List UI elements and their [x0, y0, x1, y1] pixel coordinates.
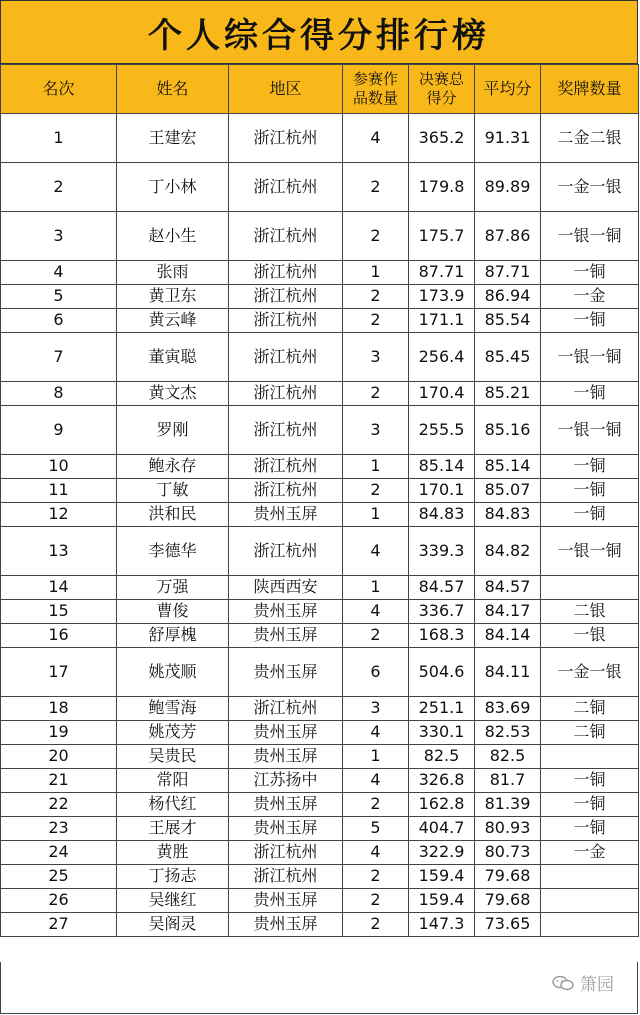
- count-cell: 4: [343, 527, 409, 576]
- total-cell: 87.71: [409, 261, 475, 285]
- table-row: [1, 769, 639, 793]
- count-cell: 2: [343, 163, 409, 212]
- table-row: [1, 527, 639, 576]
- table-row: [1, 865, 639, 889]
- avg-cell: 82.53: [475, 721, 541, 745]
- rank-cell: 3: [1, 212, 117, 261]
- region-cell: 贵州玉屏: [229, 648, 343, 697]
- region-cell: 贵州玉屏: [229, 503, 343, 527]
- total-cell: 170.1: [409, 479, 475, 503]
- count-cell: 1: [343, 503, 409, 527]
- table-row: [1, 817, 639, 841]
- avg-cell: 84.17: [475, 600, 541, 624]
- rank-cell: 8: [1, 382, 117, 406]
- header-count: 参赛作 品数量: [343, 65, 409, 114]
- medals-cell: 一铜: [541, 793, 639, 817]
- total-cell: 159.4: [409, 865, 475, 889]
- total-cell: 171.1: [409, 309, 475, 333]
- table-row: [1, 479, 639, 503]
- region-cell: 浙江杭州: [229, 212, 343, 261]
- total-cell: 251.1: [409, 697, 475, 721]
- medals-cell: 一金一银: [541, 163, 639, 212]
- table-row: [1, 382, 639, 406]
- table-row: [1, 600, 639, 624]
- count-cell: 2: [343, 793, 409, 817]
- total-cell: 179.8: [409, 163, 475, 212]
- rank-cell: 15: [1, 600, 117, 624]
- name-cell: 鲍永存: [117, 455, 229, 479]
- count-cell: 1: [343, 576, 409, 600]
- table-row: [1, 648, 639, 697]
- medals-cell: 二铜: [541, 721, 639, 745]
- count-cell: 3: [343, 406, 409, 455]
- name-cell: 吴贵民: [117, 745, 229, 769]
- rank-cell: 20: [1, 745, 117, 769]
- region-cell: 浙江杭州: [229, 865, 343, 889]
- rank-cell: 2: [1, 163, 117, 212]
- header-region: 地区: [229, 65, 343, 114]
- name-cell: 罗刚: [117, 406, 229, 455]
- rank-cell: 9: [1, 406, 117, 455]
- table-row: [1, 114, 639, 163]
- rank-cell: 22: [1, 793, 117, 817]
- region-cell: 浙江杭州: [229, 382, 343, 406]
- avg-cell: 73.65: [475, 913, 541, 937]
- region-cell: 贵州玉屏: [229, 624, 343, 648]
- count-cell: 2: [343, 382, 409, 406]
- medals-cell: 一银一铜: [541, 527, 639, 576]
- rank-cell: 27: [1, 913, 117, 937]
- name-cell: 董寅聪: [117, 333, 229, 382]
- count-cell: 2: [343, 212, 409, 261]
- count-cell: 4: [343, 841, 409, 865]
- name-cell: 黄胜: [117, 841, 229, 865]
- table-row: [1, 624, 639, 648]
- medals-cell: [541, 865, 639, 889]
- table-row: [1, 841, 639, 865]
- medals-cell: [541, 889, 639, 913]
- medals-cell: 一金一银: [541, 648, 639, 697]
- avg-cell: 87.86: [475, 212, 541, 261]
- total-cell: 255.5: [409, 406, 475, 455]
- avg-cell: 81.7: [475, 769, 541, 793]
- medals-cell: 一铜: [541, 769, 639, 793]
- name-cell: 王展才: [117, 817, 229, 841]
- medals-cell: 二银: [541, 600, 639, 624]
- count-cell: 4: [343, 769, 409, 793]
- table-header-row: [1, 65, 639, 114]
- page-title: 个人综合得分排行榜: [0, 0, 638, 64]
- name-cell: 赵小生: [117, 212, 229, 261]
- count-cell: 1: [343, 455, 409, 479]
- total-cell: 365.2: [409, 114, 475, 163]
- rank-cell: 10: [1, 455, 117, 479]
- count-cell: 3: [343, 333, 409, 382]
- avg-cell: 85.16: [475, 406, 541, 455]
- region-cell: 浙江杭州: [229, 163, 343, 212]
- total-cell: 175.7: [409, 212, 475, 261]
- header-medals: 奖牌数量: [541, 65, 639, 114]
- region-cell: 贵州玉屏: [229, 817, 343, 841]
- region-cell: 浙江杭州: [229, 261, 343, 285]
- region-cell: 贵州玉屏: [229, 721, 343, 745]
- header-avg: 平均分: [475, 65, 541, 114]
- count-cell: 2: [343, 285, 409, 309]
- name-cell: 黄文杰: [117, 382, 229, 406]
- table-row: [1, 793, 639, 817]
- rank-cell: 12: [1, 503, 117, 527]
- count-cell: 4: [343, 114, 409, 163]
- count-cell: 2: [343, 479, 409, 503]
- medals-cell: 一银一铜: [541, 333, 639, 382]
- header-total: 决赛总 得分: [409, 65, 475, 114]
- name-cell: 王建宏: [117, 114, 229, 163]
- rank-cell: 13: [1, 527, 117, 576]
- medals-cell: 一铜: [541, 817, 639, 841]
- total-cell: 504.6: [409, 648, 475, 697]
- region-cell: 浙江杭州: [229, 479, 343, 503]
- table-row: [1, 212, 639, 261]
- region-cell: 浙江杭州: [229, 527, 343, 576]
- region-cell: 浙江杭州: [229, 455, 343, 479]
- name-cell: 丁扬志: [117, 865, 229, 889]
- name-cell: 常阳: [117, 769, 229, 793]
- medals-cell: 一银一铜: [541, 406, 639, 455]
- avg-cell: 82.5: [475, 745, 541, 769]
- avg-cell: 84.11: [475, 648, 541, 697]
- table-row: [1, 745, 639, 769]
- region-cell: 浙江杭州: [229, 697, 343, 721]
- rank-cell: 7: [1, 333, 117, 382]
- total-cell: 326.8: [409, 769, 475, 793]
- count-cell: 4: [343, 721, 409, 745]
- count-cell: 2: [343, 624, 409, 648]
- avg-cell: 79.68: [475, 865, 541, 889]
- name-cell: 黄云峰: [117, 309, 229, 333]
- region-cell: 浙江杭州: [229, 841, 343, 865]
- name-cell: 李德华: [117, 527, 229, 576]
- avg-cell: 85.14: [475, 455, 541, 479]
- count-cell: 2: [343, 913, 409, 937]
- avg-cell: 80.93: [475, 817, 541, 841]
- medals-cell: 一银: [541, 624, 639, 648]
- header-rank: 名次: [1, 65, 117, 114]
- table-row: [1, 697, 639, 721]
- avg-cell: 84.57: [475, 576, 541, 600]
- total-cell: 162.8: [409, 793, 475, 817]
- rank-cell: 6: [1, 309, 117, 333]
- medals-cell: 一铜: [541, 503, 639, 527]
- rank-cell: 18: [1, 697, 117, 721]
- region-cell: 陕西西安: [229, 576, 343, 600]
- rank-cell: 26: [1, 889, 117, 913]
- region-cell: 浙江杭州: [229, 114, 343, 163]
- table-row: [1, 285, 639, 309]
- total-cell: 173.9: [409, 285, 475, 309]
- total-cell: 336.7: [409, 600, 475, 624]
- medals-cell: 二金二银: [541, 114, 639, 163]
- region-cell: 江苏扬中: [229, 769, 343, 793]
- wechat-icon: [552, 975, 574, 991]
- avg-cell: 84.83: [475, 503, 541, 527]
- avg-cell: 83.69: [475, 697, 541, 721]
- medals-cell: 一银一铜: [541, 212, 639, 261]
- rank-cell: 1: [1, 114, 117, 163]
- count-cell: 1: [343, 261, 409, 285]
- table-row: [1, 889, 639, 913]
- total-cell: 170.4: [409, 382, 475, 406]
- avg-cell: 85.07: [475, 479, 541, 503]
- avg-cell: 91.31: [475, 114, 541, 163]
- medals-cell: 一铜: [541, 382, 639, 406]
- total-cell: 330.1: [409, 721, 475, 745]
- count-cell: 2: [343, 865, 409, 889]
- rank-cell: 16: [1, 624, 117, 648]
- table-footer: [0, 962, 638, 1014]
- name-cell: 吴继红: [117, 889, 229, 913]
- name-cell: 张雨: [117, 261, 229, 285]
- medals-cell: [541, 576, 639, 600]
- medals-cell: 一铜: [541, 455, 639, 479]
- rank-cell: 21: [1, 769, 117, 793]
- total-cell: 84.57: [409, 576, 475, 600]
- medals-cell: 一金: [541, 285, 639, 309]
- total-cell: 85.14: [409, 455, 475, 479]
- total-cell: 404.7: [409, 817, 475, 841]
- name-cell: 丁敏: [117, 479, 229, 503]
- medals-cell: 二铜: [541, 697, 639, 721]
- region-cell: 贵州玉屏: [229, 913, 343, 937]
- table-row: [1, 261, 639, 285]
- count-cell: 2: [343, 889, 409, 913]
- watermark-text: 箫园: [580, 975, 614, 995]
- medals-cell: 一铜: [541, 309, 639, 333]
- avg-cell: 79.68: [475, 889, 541, 913]
- count-cell: 5: [343, 817, 409, 841]
- avg-cell: 85.54: [475, 309, 541, 333]
- region-cell: 浙江杭州: [229, 285, 343, 309]
- total-cell: 168.3: [409, 624, 475, 648]
- medals-cell: [541, 913, 639, 937]
- avg-cell: 85.21: [475, 382, 541, 406]
- total-cell: 256.4: [409, 333, 475, 382]
- avg-cell: 81.39: [475, 793, 541, 817]
- name-cell: 万强: [117, 576, 229, 600]
- avg-cell: 84.82: [475, 527, 541, 576]
- region-cell: 贵州玉屏: [229, 600, 343, 624]
- table-row: [1, 406, 639, 455]
- rank-cell: 23: [1, 817, 117, 841]
- name-cell: 杨代红: [117, 793, 229, 817]
- medals-cell: [541, 745, 639, 769]
- count-cell: 4: [343, 600, 409, 624]
- avg-cell: 84.14: [475, 624, 541, 648]
- name-cell: 吴阁灵: [117, 913, 229, 937]
- table-row: [1, 309, 639, 333]
- table-row: [1, 333, 639, 382]
- ranking-table: [0, 64, 639, 937]
- region-cell: 贵州玉屏: [229, 889, 343, 913]
- avg-cell: 80.73: [475, 841, 541, 865]
- region-cell: 贵州玉屏: [229, 793, 343, 817]
- name-cell: 姚茂芳: [117, 721, 229, 745]
- name-cell: 鲍雪海: [117, 697, 229, 721]
- rank-cell: 5: [1, 285, 117, 309]
- table-row: [1, 721, 639, 745]
- name-cell: 姚茂顺: [117, 648, 229, 697]
- avg-cell: 89.89: [475, 163, 541, 212]
- table-row: [1, 576, 639, 600]
- rank-cell: 17: [1, 648, 117, 697]
- total-cell: 82.5: [409, 745, 475, 769]
- rank-cell: 19: [1, 721, 117, 745]
- name-cell: 曹俊: [117, 600, 229, 624]
- avg-cell: 87.71: [475, 261, 541, 285]
- medals-cell: 一铜: [541, 479, 639, 503]
- watermark: [552, 970, 614, 995]
- medals-cell: 一铜: [541, 261, 639, 285]
- count-cell: 2: [343, 309, 409, 333]
- table-row: [1, 503, 639, 527]
- avg-cell: 86.94: [475, 285, 541, 309]
- region-cell: 浙江杭州: [229, 309, 343, 333]
- count-cell: 6: [343, 648, 409, 697]
- rank-cell: 11: [1, 479, 117, 503]
- header-name: 姓名: [117, 65, 229, 114]
- rank-cell: 4: [1, 261, 117, 285]
- total-cell: 159.4: [409, 889, 475, 913]
- region-cell: 浙江杭州: [229, 333, 343, 382]
- table-row: [1, 163, 639, 212]
- avg-cell: 85.45: [475, 333, 541, 382]
- total-cell: 339.3: [409, 527, 475, 576]
- rank-cell: 24: [1, 841, 117, 865]
- name-cell: 洪和民: [117, 503, 229, 527]
- name-cell: 丁小林: [117, 163, 229, 212]
- rank-cell: 25: [1, 865, 117, 889]
- region-cell: 贵州玉屏: [229, 745, 343, 769]
- medals-cell: 一金: [541, 841, 639, 865]
- total-cell: 84.83: [409, 503, 475, 527]
- total-cell: 322.9: [409, 841, 475, 865]
- table-row: [1, 455, 639, 479]
- count-cell: 1: [343, 745, 409, 769]
- name-cell: 舒厚槐: [117, 624, 229, 648]
- total-cell: 147.3: [409, 913, 475, 937]
- count-cell: 3: [343, 697, 409, 721]
- table-row: [1, 913, 639, 937]
- name-cell: 黄卫东: [117, 285, 229, 309]
- rank-cell: 14: [1, 576, 117, 600]
- region-cell: 浙江杭州: [229, 406, 343, 455]
